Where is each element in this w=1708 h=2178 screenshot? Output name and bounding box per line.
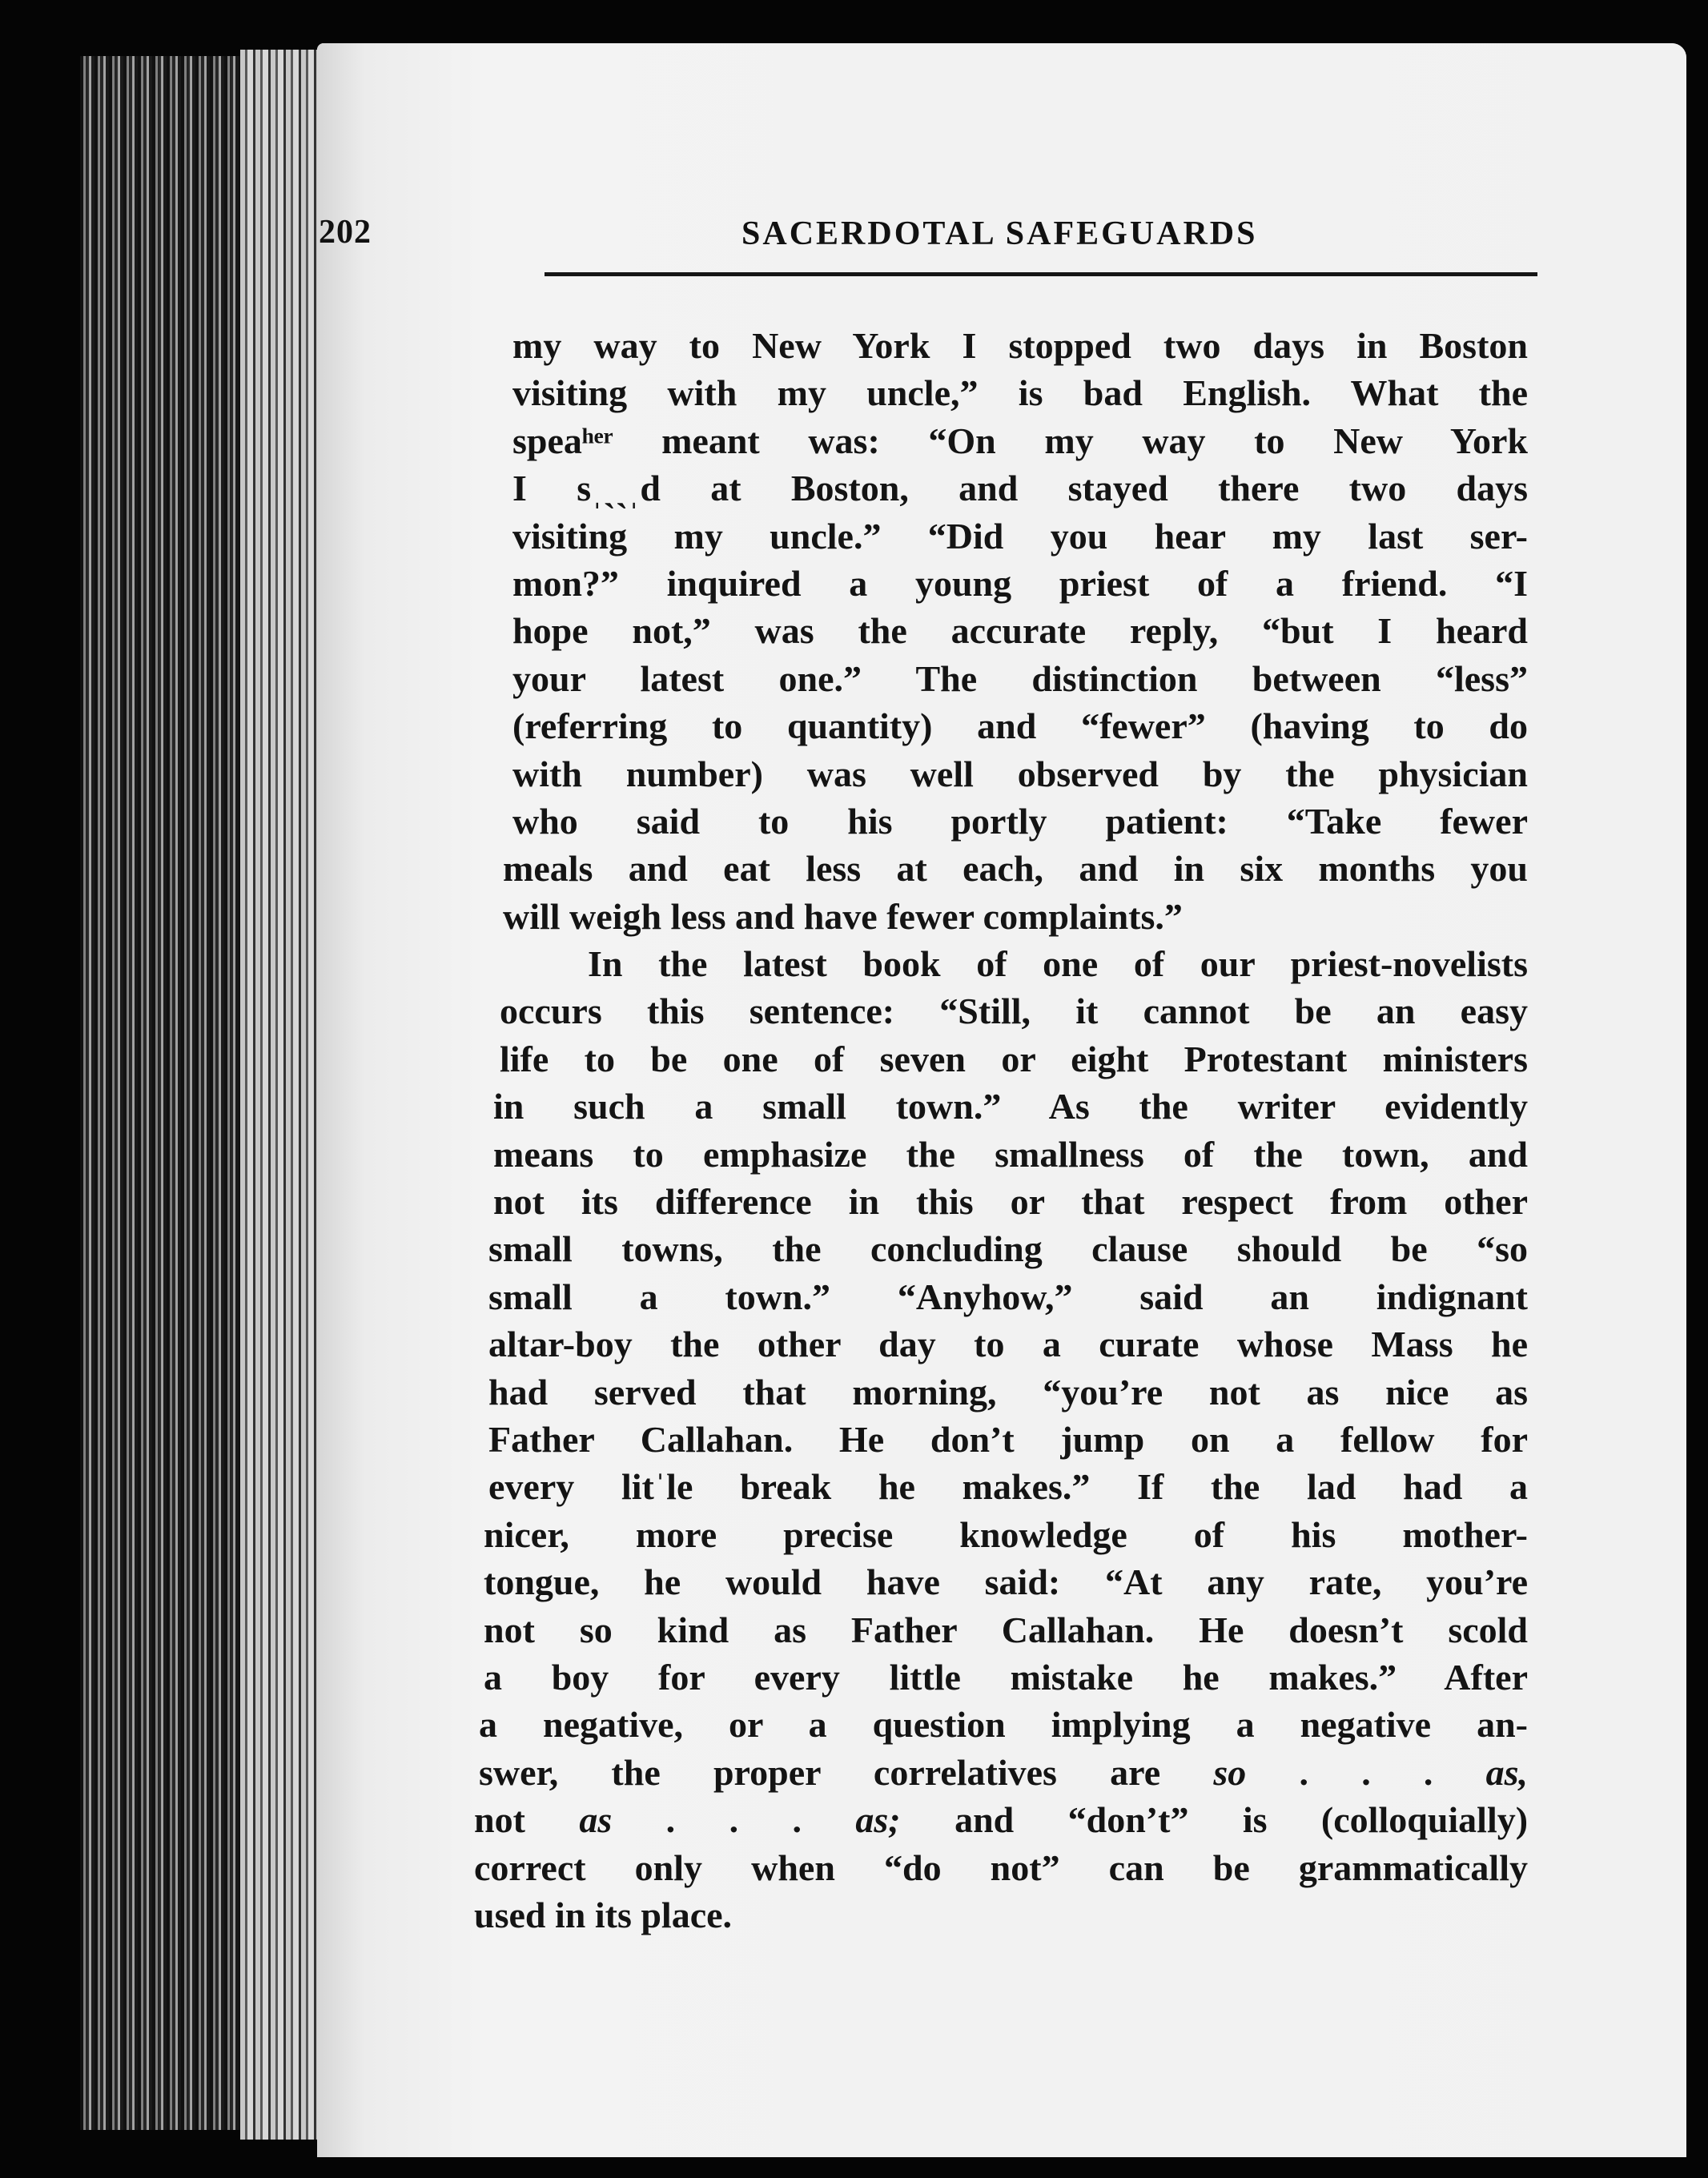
- text-line: tongue, he would have said: “At any rate, you’re: [484, 1561, 1528, 1603]
- text-line: meals and eat less at each, and in six months you: [503, 848, 1528, 890]
- text-fragment: not: [474, 1799, 525, 1841]
- page-number: 202: [319, 214, 372, 251]
- text-line: I sˌˎˎˌd at Boston, and stayed there two days: [512, 468, 1528, 509]
- text-fragment: swer, the proper correlatives are: [479, 1751, 1161, 1793]
- text-line: visiting my uncle.” “Did you hear my last ser-: [512, 515, 1528, 557]
- text-line: a boy for every little mistake he makes.” After: [484, 1656, 1528, 1698]
- text-line: mon?” inquired a young priest of a friend. “I: [512, 562, 1528, 604]
- text-line: [479, 1749, 1528, 1796]
- text-line: will weigh less and have fewer complaints.”: [503, 895, 1183, 937]
- text-line: (referring to quantity) and “fewer” (having to do: [512, 705, 1528, 747]
- text-line: had served that morning, “you’re not as nice as: [488, 1371, 1528, 1412]
- italic-as: as;: [855, 1799, 901, 1841]
- italic-as: as: [579, 1799, 613, 1841]
- text-line: used in its place.: [474, 1894, 733, 1935]
- text-line: altar-boy the other day to a curate whose Mass he: [488, 1324, 1528, 1365]
- text-line: a negative, or a question implying a negative an-: [479, 1704, 1528, 1746]
- text-line: correct only when “do not” can be grammatically: [474, 1846, 1528, 1888]
- text-line: speaʰᵉʳ meant was: “On my way to New York: [512, 420, 1528, 461]
- text-line: occurs this sentence: “Still, it cannot be an easy: [500, 991, 1528, 1032]
- text-line: my way to New York I stopped two days in Boston: [512, 325, 1528, 366]
- running-head: SACERDOTAL SAFEGUARDS: [741, 215, 1258, 252]
- text-line: in such a small town.” As the writer evidently: [493, 1086, 1528, 1127]
- text-line: [474, 1796, 1528, 1843]
- paragraph-start-line: In the latest book of one of our priest-novelists: [588, 943, 1528, 985]
- text-line: hope not,” was the accurate reply, “but I heard: [512, 610, 1528, 652]
- header-rule: [545, 272, 1537, 276]
- text-line: who said to his portly patient: “Take fewer: [512, 800, 1528, 842]
- text-line: visiting with my uncle,” is bad English. What the: [512, 372, 1528, 414]
- italic-so: so: [1213, 1751, 1247, 1793]
- text-line: life to be one of seven or eight Protestant ministers: [500, 1038, 1528, 1079]
- body-text: [474, 322, 1529, 1939]
- text-line: not its difference in this or that respect from other: [493, 1181, 1528, 1223]
- text-line: means to emphasize the smallness of the town, and: [493, 1133, 1528, 1175]
- text-line: small towns, the concluding clause should be “so: [488, 1228, 1528, 1270]
- text-line: small a town.” “Anyhow,” said an indignant: [488, 1276, 1528, 1317]
- text-line: Father Callahan. He don’t jump on a fellow for: [488, 1418, 1528, 1460]
- text-line: not so kind as Father Callahan. He doesn’t scold: [484, 1609, 1528, 1650]
- text-line: every litˈle break he makes.” If the lad had a: [488, 1466, 1528, 1508]
- ellipsis-dots: . . .: [1299, 1751, 1433, 1793]
- page-edges-inner: [240, 50, 320, 2140]
- italic-as: as,: [1485, 1751, 1529, 1793]
- text-line: nicer, more precise knowledge of his mother-: [484, 1513, 1528, 1555]
- ellipsis-dots: . . .: [665, 1799, 802, 1841]
- text-line: with number) was well observed by the physician: [512, 753, 1528, 794]
- text-line: your latest one.” The distinction between “less”: [512, 657, 1528, 699]
- text-fragment: and “don’t” is (colloquially): [954, 1799, 1529, 1841]
